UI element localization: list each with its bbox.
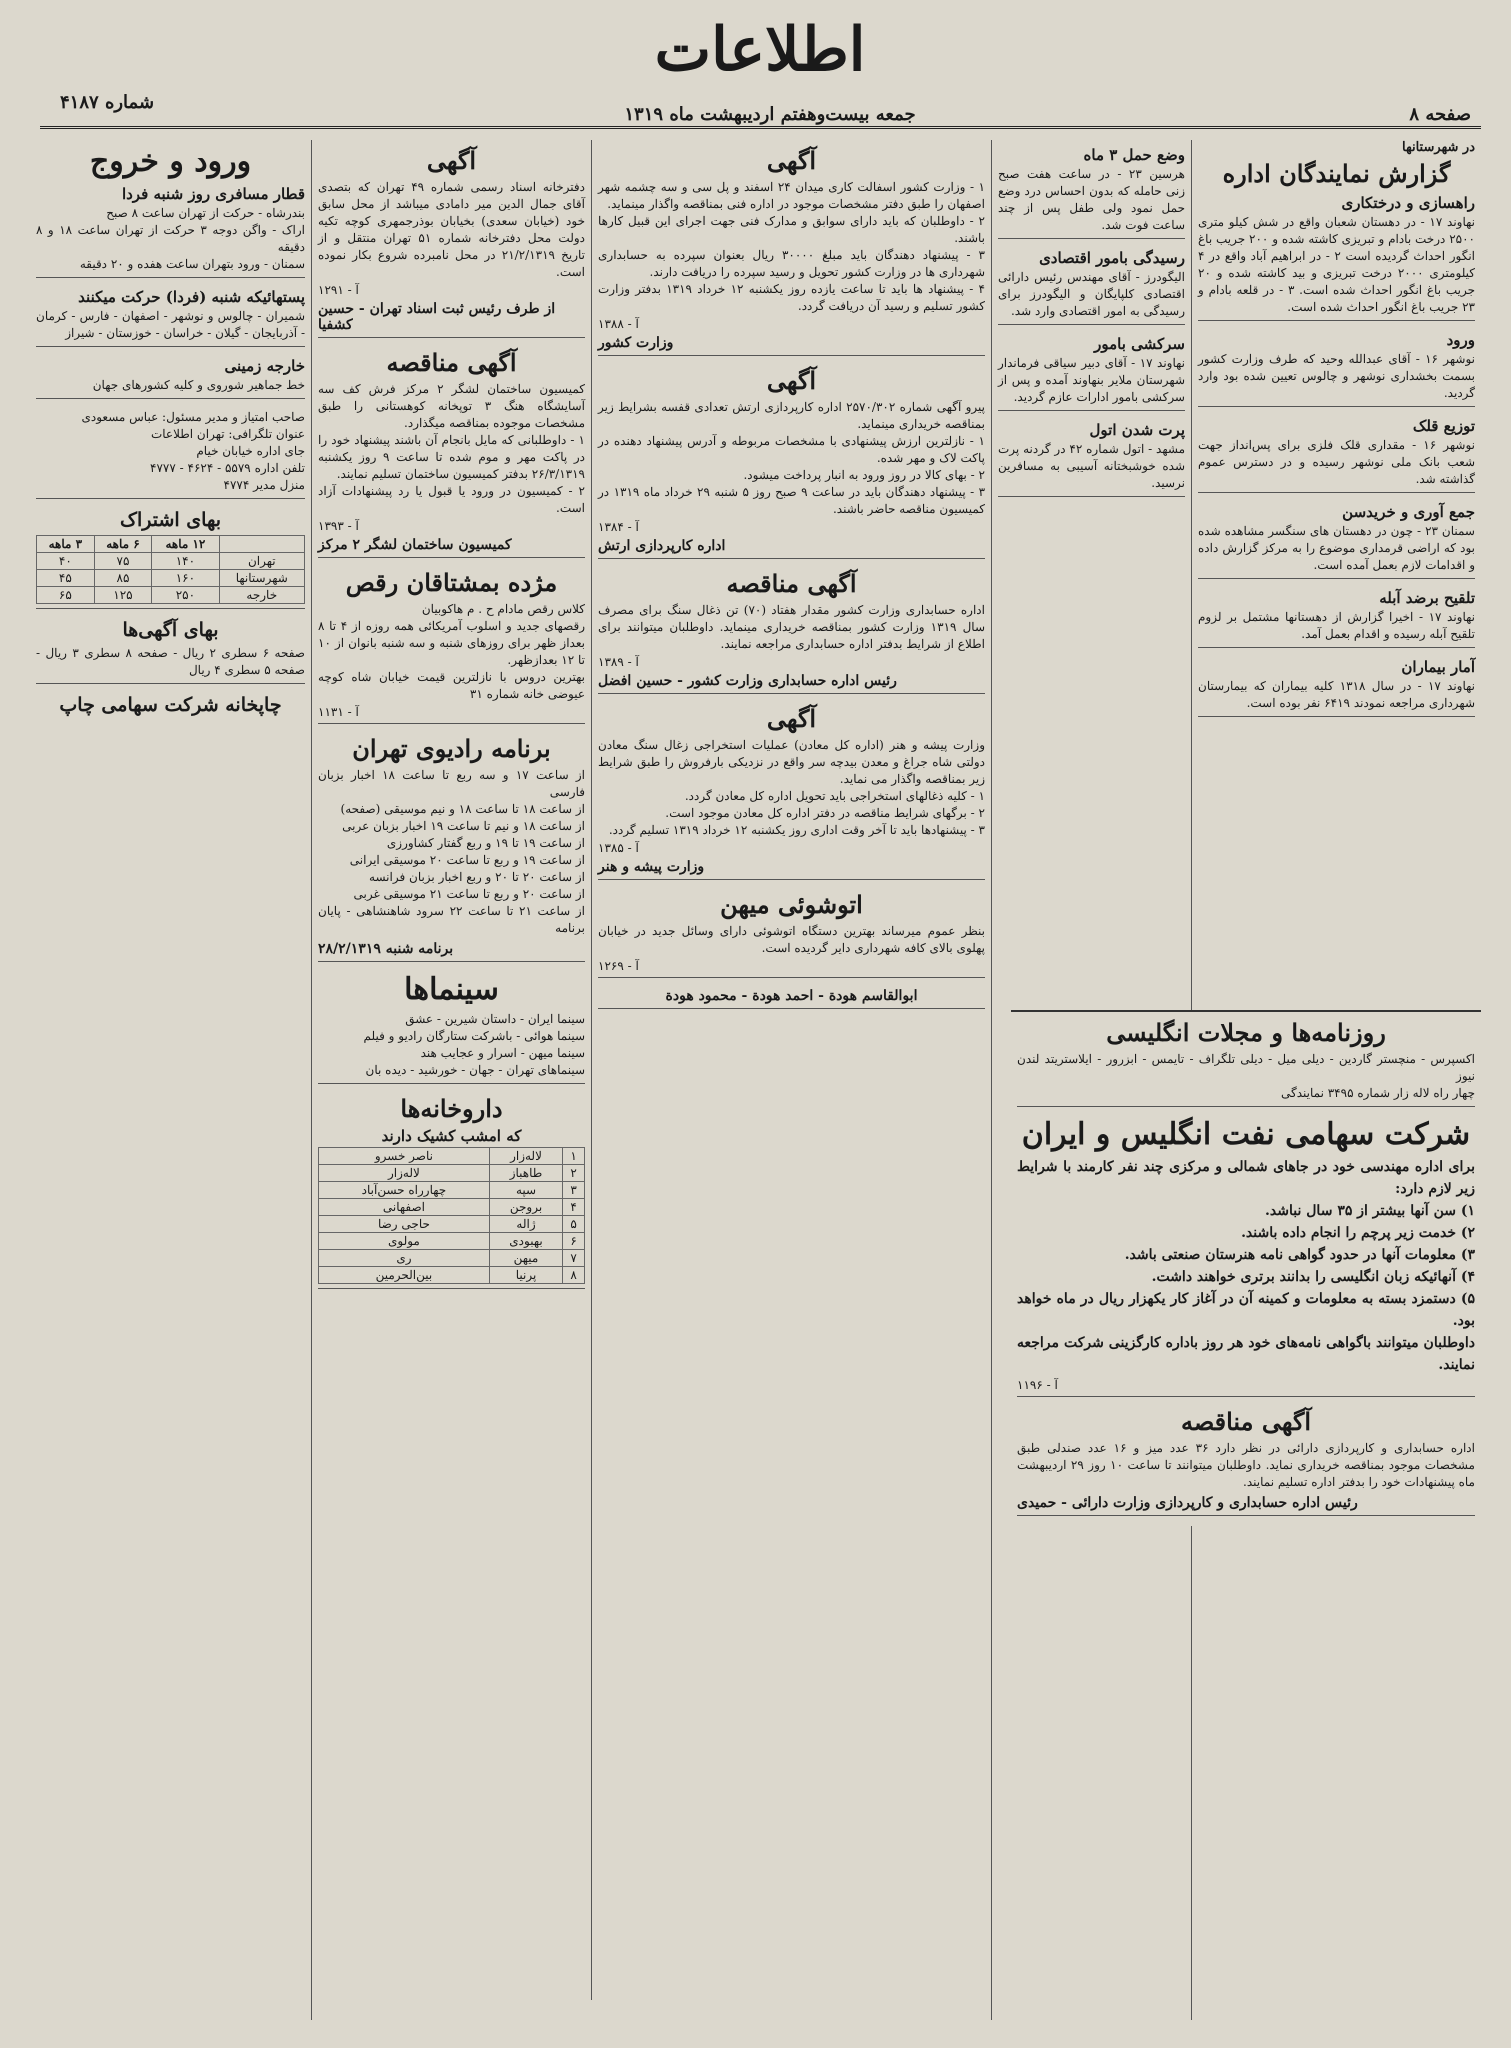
ad-box [598,890,985,978]
subscription-cell: ۱۲۵ [94,587,152,604]
news-item-title: قطار مسافری روز شنبه فردا [121,185,305,203]
news-item-text: نوشهر ۱۶ - آقای عبدالله وحید که طرف وزارت کشور بسمت بخشداری نوشهر و چالوس تعیین شده بود وارد گردید. [1198,352,1476,400]
column-services [30,140,311,2020]
cinema-item: سینما میهن - اسرار و عجایب هند [420,1046,585,1060]
news-item-title: خارجه زمینی [224,357,305,375]
pharmacy-row [319,1165,585,1182]
cinema-item: سینما هوائی - باشرکت ستارگان رادیو و فیلم [363,1029,585,1043]
ad-reference: ۱۲۶۹ - آ [598,959,639,973]
ad-list [318,146,585,962]
finance-tender-text: اداره حسابداری و کارپردازی دارائی در نظر دارد ۳۶ عدد میز و ۱۶ عدد صندلی طبق مشخصات موجود بمناقصه خریداری نماید. داوطلبان میتوانند تا ساعت ۱۰ روز ۲۹ اردیبهشت ماه پیشنهادات خود را بدفتر اداره تسلیم نمایند. [1017,1441,1475,1489]
finance-tender-ad [1017,1407,1475,1516]
ad-prices-box [36,619,305,684]
ad-text: پیرو آگهی شماره ۲۵۷۰/۳۰۲ اداره کارپردازی ارتش تعدادی قفسه بشرایط زیر بمناقصه خریداری مینماید. ۱ - نازلترین ارزش پیشنهادی با مشخصات مربوطه و آدرس پیشنهاد دهنده در پاکت لاک و مهر شده. ۲ - بهای کالا در روز ورود به انبار پرداخت میشود. ۳ - پیشنهاد دهندگان باید در ساعت ۹ صبح روز ۵ شنبه ۲۹ خرداد ماه ۱۳۱۹ در کمیسیون مناقصه حاضر باشند. [598,400,986,516]
oil-company-heading: شرکت سهامی نفت انگلیس و ایران [1021,1117,1471,1152]
ad-heading: آگهی [766,366,817,395]
english-papers-heading: روزنامه‌ها و مجلات انگلیسی [1106,1018,1386,1047]
news-item-title: آمار بیماران [1401,658,1475,676]
subscription-row [37,587,305,604]
subscription-heading: بهای اشتراک [119,509,222,531]
news-item [1198,194,1475,321]
pharmacy-row [319,1199,585,1216]
cinema-list [318,1011,585,1079]
ad-box [318,348,585,558]
masthead-rule [40,126,1481,129]
news-item [1198,589,1475,648]
column-ads-center [591,140,991,2000]
pharmacy-row [319,1148,585,1165]
subscription-header-cell: ۱۲ ماهه [152,536,219,553]
pharmacy-table [318,1147,585,1284]
pharmacy-cell: پرنیا [489,1267,562,1284]
funeral-names: ابوالقاسم هودة - احمد هودة - محمود هودة [665,988,918,1004]
ad-reference: ۱۳۸۸ - آ [598,317,639,331]
pharmacy-cell: چهارراه حسن‌آباد [319,1182,490,1199]
ad-signature: از طرف رئیس ثبت اسناد تهران - حسین کشفیا [318,301,556,333]
ad-box [318,568,585,724]
issue-number: شماره ۴۱۸۷ [60,92,155,113]
finance-tender-heading: آگهی مناقصه [1180,1407,1312,1436]
pharmacy-cell: ۴ [563,1199,585,1216]
news-item-text: الیگودرز - آقای مهندس رئیس دارائی اقتصادی کلپایگان و الیگودرز برای رسیدگی به امور اقتصادی وارد شد. [998,270,1185,318]
news-item-text: بندرشاه - حرکت از تهران ساعت ۸ صبح اراک - واگن دوجه ۳ حرکت از تهران ساعت ۱۸ و ۸ دقیقه سمنان - ورود بتهران ساعت هفده و ۲۰ دقیقه [36,206,305,271]
news-item-text: هرسین ۲۳ - در ساعت هفت صبح زنی حامله که بدون احساس درد وضع حمل نمود ولی طفل پس از چند ساعت فوت شد. [998,167,1185,232]
ad-text: وزارت پیشه و هنر (اداره کل معادن) عملیات استخراجی زغال سنگ معادن دولتی شاه جراغ و معدن بیدچه سر واقع در نزدیکی بارفروش را طبق شرایط زیر بمناقصه واگذار می نماید. ۱ - کلیه ذغالهای استخراجی باید تحویل اداره کل معادن گردد. ۲ - برگهای شرایط مناقصه در دفتر اداره کل معادن موجود است. ۳ - پیشنهادها باید تا آخر وقت اداری روز یکشنبه ۱۲ خرداد ۱۳۱۹ تسلیم گردد. [598,738,985,837]
news-item-title: پرت شدن اتول [1089,421,1185,439]
pharmacy-row [319,1182,585,1199]
pharmacy-cell: ۱ [563,1148,585,1165]
ad-text: کلاس رقص مادام ح . م هاکوبیان رقصهای جدید و اسلوب آمریکائی همه روزه از ۴ تا ۸ بعداز ظهر برای روزهای شنبه و سه شنبه بانوان از ۱۰ تا ۱۲ بعدازظهر. بهترین دروس با نازلترین قیمت خیابان شاه کوچه عیوضی خانه شماره ۳۱ [318,602,586,701]
funeral-notice [598,988,985,1009]
wide-ads-block [1011,1010,1481,1526]
news-item-title: راهسازی و درختکاری [1341,194,1475,212]
pharmacy-cell: ۷ [563,1250,585,1267]
news-item [36,185,305,278]
pharmacy-cell: ۳ [563,1182,585,1199]
subscription-cell: ۶۵ [37,587,95,604]
ad-box [598,704,985,880]
news-item-text: نهاوند ۱۷ - در سال ۱۳۱۸ کلیه بیماران که بیمارستان شهرداری مراجعه نمودند ۶۴۱۹ نفر بوده است. [1198,679,1475,710]
issue-date: جمعه بیست‌وهفتم اردیبهشت ماه ۱۳۱۹ [624,104,916,125]
pharmacy-cell: ژاله [489,1216,562,1233]
pharmacy-subheading: که امشب کشیک دارند [381,1127,522,1145]
news-item [998,335,1185,411]
news-item-text: نهاوند ۱۷ - آقای دبیر سیاقی فرماندار شهرستان ملایر بنهاوند آمده و پس از سرکشی بامور ادارات عازم گردید. [998,356,1185,404]
news-item-title: توزیع قلک [1412,417,1475,435]
news-item-text: خط جماهیر شوروی و کلیه کشورهای جهان [92,378,305,392]
ad-text: دفترخانه اسناد رسمی شماره ۴۹ تهران که بتصدی آقای جمال الدین میر دامادی میباشد از محل سابق خود (خیابان سعدی) بخیابان بوذرجمهری کوچه تکیه دولت محل دفترخانه شماره ۵۱ تهران منتقل و از تاریخ ۲۱/۲/۱۳۱۹ در محل نامبرده شروع بکار نموده است. [318,180,585,279]
ad-reference: ۱۳۸۹ - آ [598,655,639,669]
pharmacy-cell: ۶ [563,1233,585,1250]
news-item-title: ورود [1446,331,1475,349]
ad-signature: وزارت کشور [598,335,674,351]
ad-text: بنظر عموم میرساند بهترین دستگاه اتوشوئی دارای وسائل جدید در خیابان پهلوی بالای کافه شهرداری دایر گردیده است. [598,924,985,955]
cinema-box [318,972,585,1084]
ad-box [318,734,585,962]
news-list [1198,194,1475,717]
ad-text: کمیسیون ساختمان لشگر ۲ مرکز فرش کف سه آسایشگاه هنگ ۳ توپخانه کوهستانی را طبق مشخصات موجوده بمناقصه میگذارد. ۱ - داوطلبانی که مایل بانجام آن باشند پیشنهاد خود را در پاکت مهر و موم شده تا ساعت ۹ روز یکشنبه ۲۶/۳/۱۳۱۹ بدفتر کمیسیون ساختمان تسلیم نمایند. ۲ - کمیسیون در ورود یا قبول یا رد پیشنهادات آزاد است. [318,382,586,515]
news-item-text: نهاوند ۱۷ - در دهستان شعبان واقع در شش کیلو متری ۲۵۰۰ درخت بادام و تبریزی کاشته شده و ۲۰۰ جریب باغ انگور احداث گردیده است ۲ - در ابراهیم آباد واقع در ۴ کیلومتری ۲۰۰۰ درخت تبریزی و بید کاشته شده و ۲۰ جریب باغ انگور احداث شده است. ۳ - در قلعه بادام و ۲۳ جریب باغ انگور احداث شده است. [1198,215,1475,314]
ad-heading: آگهی [766,704,817,733]
news-item-text: مشهد - اتول شماره ۴۲ در گردنه پرت شده خوشبختانه آسیبی به مسافرین نرسید. [998,442,1185,490]
pharmacy-cell: میهن [489,1250,562,1267]
pharmacy-row [319,1267,585,1284]
pharmacy-cell: بین‌الحرمین [319,1267,490,1284]
page-number: صفحه ۸ [1409,104,1471,125]
subscription-cell: خارجه [219,587,304,604]
ad-signature: برنامه شنبه ۲۸/۲/۱۳۱۹ [318,941,454,957]
subscription-cell: ۱۴۰ [152,553,219,570]
news-item-title: وضع حمل ۳ ماه [1083,146,1185,164]
pharmacy-cell: سپه [489,1182,562,1199]
section-tag: در شهرستانها [1402,140,1475,155]
ad-text: از ساعت ۱۷ و سه ربع تا ساعت ۱۸ اخبار بزبان فارسی از ساعت ۱۸ تا ساعت ۱۸ و نیم موسیقی (صفحه) از ساعت ۱۸ و نیم تا ساعت ۱۹ اخبار بزبان عربی از ساعت ۱۹ تا ۱۹ و ربع گفتار کشاورزی از ساعت ۱۹ و ربع تا ساعت ۲۰ موسیقی ایرانی از ساعت ۲۰ تا ۲۰ و ربع اخبار بزبان فرانسه از ساعت ۲۰ و ربع تا ساعت ۲۱ موسیقی غربی از ساعت ۲۱ تا ساعت ۲۲ سرود شاهنشاهی - پایان برنامه [318,768,585,935]
pharmacy-cell: ناصر خسرو [319,1148,490,1165]
printer-credit: چاپخانه شرکت سهامی چاپ [59,694,282,716]
subscription-header-cell [219,536,304,553]
ad-box [318,146,585,338]
pharmacy-cell: ری [319,1250,490,1267]
ad-heading: آگهی مناقصه [386,348,517,377]
ad-heading: آگهی مناقصه [726,569,857,598]
english-papers-ad [1017,1018,1475,1107]
ad-text: ۱ - وزارت کشور اسفالت کاری میدان ۲۴ اسفند و پل سی و سه چشمه شهر اصفهان را طبق دفتر مشخصات موجود در اداره فنی بمناقصه واگذار مینماید. ۲ - داوطلبان که باید دارای سوابق و مدارک فنی جهت اجرای این قبیل کارها باشند. ۳ - پیشنهاد دهندگان باید مبلغ ۳۰۰۰۰ ریال بعنوان سپرده به حسابداری شهرداری ها در وزارت کشور تحویل و رسید سپرده را دریافت دارند. ۴ - پیشنهاد ها باید تا ساعت یازده روز یکشنبه ۱۲ خرداد ۱۳۱۹ بدفتر وزارت کشور تسلیم و رسید آن دریافت گردد. [598,180,985,313]
ad-signature: کمیسیون ساختمان لشگر ۲ مرکز [318,537,512,553]
ad-reference: ۱۳۸۵ - آ [598,841,639,855]
news-item [1198,417,1475,493]
pharmacy-box [318,1094,585,1289]
ad-prices-text: صفحه ۶ سطری ۲ ریال - صفحه ۸ سطری ۳ ریال - صفحه ۵ سطری ۴ ریال [36,646,305,677]
pharmacy-row [319,1216,585,1233]
ad-reference: ۱۳۸۴ - آ [598,520,639,534]
pharmacy-row [319,1250,585,1267]
pharmacy-cell: ۲ [563,1165,585,1182]
pharmacy-cell: مولوی [319,1233,490,1250]
news-list [998,146,1185,497]
ad-heading: برنامه رادیوی تهران [352,734,551,763]
ad-heading: آگهی [426,146,477,175]
cinema-item: سینماهای تهران - جهان - خورشید - دیده بان [365,1063,585,1077]
cinema-item: سینما ایران - داستان شیرین - عشق [405,1012,585,1026]
pharmacy-row [319,1233,585,1250]
subscription-cell: تهران [219,553,304,570]
subscription-cell: ۷۵ [94,553,152,570]
newspaper-title: اطلاعات [654,15,866,85]
pharmacy-cell: اصفهانی [319,1199,490,1216]
pharmacy-cell: طاهباز [489,1165,562,1182]
publisher-box [36,409,305,499]
ad-list [598,146,985,978]
column-heading: گزارش نمایندگان اداره [1222,159,1451,188]
pharmacy-cell: ۵ [563,1216,585,1233]
pharmacy-cell: بهبودی [489,1233,562,1250]
news-item [36,357,305,399]
ad-signature: وزارت پیشه و هنر [598,859,705,875]
subscription-row [37,570,305,587]
pharmacy-cell: حاجی رضا [319,1216,490,1233]
subscription-row [37,553,305,570]
ad-reference: ۱۲۹۱ - آ [318,283,359,297]
news-item [998,249,1185,325]
pharmacy-heading: داروخانه‌ها [400,1094,503,1123]
ad-box [598,366,985,559]
oil-company-ad [1017,1117,1475,1397]
subscription-cell: ۴۵ [37,570,95,587]
news-item [36,288,305,347]
travel-heading: ورود و خروج [89,144,252,179]
pharmacy-cell: لاله‌زار [319,1165,490,1182]
ad-box [598,569,985,694]
masthead [0,0,1511,138]
news-item-title: جمع آوری و خریدسن [1342,503,1475,521]
news-item-title: پستهائیکه شنبه (فردا) حرکت میکنند [78,288,305,306]
cinema-heading: سینماها [404,972,499,1007]
ad-reference: ۱۱۳۱ - آ [318,705,359,719]
subscription-table [36,535,305,604]
subscription-header-cell: ۶ ماهه [94,536,152,553]
news-item-title: سرکشی بامور [1094,335,1185,353]
pharmacy-cell: ۸ [563,1267,585,1284]
ad-box [598,146,985,356]
news-item [998,146,1185,239]
news-item-text: نهاوند ۱۷ - اخیرا گزارش از دهستانها مشتمل بر لزوم تلقیح آبله رسیده و اقدام بعمل آمد. [1198,610,1475,641]
news-item-title: رسیدگی بامور اقتصادی [1039,249,1185,267]
ad-text: اداره حسابداری وزارت کشور مقدار هفتاد (۷۰) تن ذغال سنگ برای مصرف سال ۱۳۱۹ وزارت کشور بمناقصه خریداری مینماید. داوطلبان میتوانند برای اطلاع از شرایط بدفتر اداره حسابداری مراجعه نمایند. [598,603,986,651]
pharmacy-cell: بروجن [489,1199,562,1216]
ad-signature: رئیس اداره حسابداری وزارت کشور - حسین افضل [598,673,897,689]
subscription-box [36,509,305,609]
ad-reference: ۱۳۹۳ - آ [318,519,359,533]
news-item-title: تلقیح برضد آبله [1379,589,1475,607]
news-item [1198,658,1475,717]
subscription-cell: ۱۶۰ [152,570,219,587]
column-ads-left [311,140,591,2020]
news-item [1198,331,1475,407]
news-item-text: نوشهر ۱۶ - مقداری قلک فلزی برای پس‌انداز جهت شعب بانک ملی نوشهر رسیده و در دسترس عموم گذاشته شد. [1198,438,1475,486]
subscription-cell: ۴۰ [37,553,95,570]
subscription-cell: ۸۵ [94,570,152,587]
english-papers-text: اکسپرس - منچستر گاردین - دیلی میل - دیلی تلگراف - تایمس - ابزرور - ایلاستریتد لندن نیوز چهار راه لاله زار شماره ۳۴۹۵ نمایندگی [1017,1052,1475,1100]
news-item-text: سمنان ۲۳ - چون در دهستان های سنگسر مشاهده شده بود که اراضی قرمداری موضوع را به مرکز گزارش داده و اقدامات لازم بعمل آمده است. [1198,524,1475,572]
ad-heading: مژده بمشتاقان رقص [345,568,558,597]
pharmacy-cell: لاله‌زار [489,1148,562,1165]
ad-prices-heading: بهای آگهی‌ها [122,619,219,641]
news-item [998,421,1185,497]
travel-list [36,185,305,399]
ad-heading: اتوشوئی میهن [720,890,863,919]
oil-company-text: برای اداره مهندسی خود در جاهای شمالی و مرکزی چند نفر کارمند با شرایط زیر لازم دارد: ۱) سن آنها بیشتر از ۳۵ سال نباشد. ۲) خدمت زیر پرچم را انجام داده باشند. ۳) معلومات آنها در حدود گواهی نامه هنرستان صنعتی باشد. ۴) آنهائیکه زبان انگلیسی را بدانند برتری خواهند داشت. ۵) دستمزد بسته به معلومات و کمینه آن در آغاز کار یکهزار ریال در ماه خواهد بود. داوطلبان میتوانند باگواهی نامه‌های خود هر روز باداره کارگزینی شرکت مراجعه نمایند. [1017,1159,1475,1373]
ad-signature: اداره کارپردازی ارتش [598,538,726,554]
news-item-text: شمیران - چالوس و نوشهر - اصفهان - فارس - کرمان - آذربایجان - گیلان - خراسان - خوزستان - شیراز [36,309,305,340]
news-item [1198,503,1475,579]
subscription-cell: ۲۵۰ [152,587,219,604]
oil-company-ref: ۱۱۹۶ - آ [1017,1378,1058,1392]
subscription-cell: شهرستانها [219,570,304,587]
subscription-header-cell: ۳ ماهه [37,536,95,553]
finance-tender-signature: رئیس اداره حسابداری و کارپردازی وزارت دارائی - حمیدی [1017,1495,1358,1511]
ad-heading: آگهی [766,146,817,175]
publisher-info: صاحب امتیاز و مدیر مسئول: عباس مسعودی عنوان تلگرافی: تهران اطلاعات جای اداره خیابان خیام تلفن اداره ۵۵۷۹ - ۴۶۲۴ - ۴۷۷۷ منزل مدیر ۴۷۷۴ [81,410,305,492]
